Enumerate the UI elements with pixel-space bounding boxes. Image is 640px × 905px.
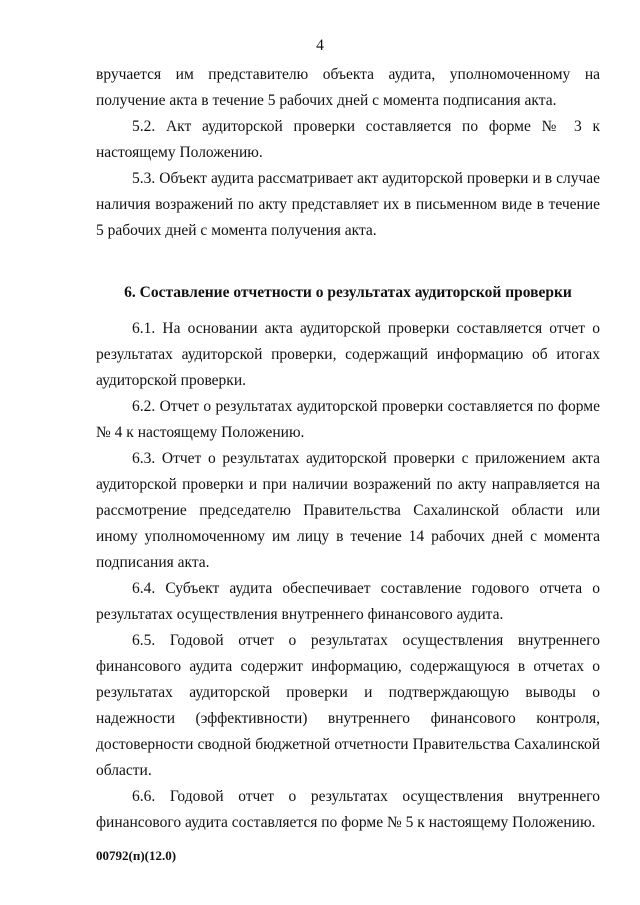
paragraph-5-2: 5.2. Акт аудиторской проверки составляется по форме № 3 к настоящему Положению.: [96, 118, 600, 161]
paragraph-6-4: 6.4. Субъект аудита обеспечивает составление годового отчета о результатах осуществления внутреннего финансового аудита.: [96, 580, 600, 623]
paragraph-5-3: 5.3. Объект аудита рассматривает акт аудиторской проверки и в случае наличия возражений по акту представляет их в письменном виде в течение 5 рабочих дней с момента получения акта.: [96, 170, 600, 239]
paragraph-6-1: 6.1. На основании акта аудиторской проверки составляется отчет о результатах аудиторской проверки, содержащий информацию об итогах аудиторской проверки.: [96, 320, 600, 389]
document-code: 00792(п)(12.0): [96, 848, 177, 863]
document-body: [96, 62, 600, 836]
section-heading: 6. Составление отчетности о результатах аудиторской проверки: [124, 284, 572, 301]
paragraph-5-1-continuation: вручается им представителю объекта аудита, уполномоченному на получение акта в течение 5 рабочих дней с момента подписания акта.: [96, 66, 600, 109]
paragraph-6-5: 6.5. Годовой отчет о результатах осуществления внутреннего финансового аудита содержит информацию, содержащуюся в отчетах о результатах аудиторской проверки и подтверждающую выводы о надежности (эффективности) внутреннего финансового контроля, достоверности сводной бюджетной отчетности Правительства Сахалинской области.: [96, 632, 600, 779]
paragraph-6-3: 6.3. Отчет о результатах аудиторской проверки с приложением акта аудиторской проверки и при наличии возражений по акту направляется на рассмотрение председателю Правительства Сахалинской области или иному уполномоченному им лицу в течение 14 рабочих дней с момента подписания акта.: [96, 450, 600, 571]
paragraph-6-6: 6.6. Годовой отчет о результатах осуществления внутреннего финансового аудита составляется по форме № 5 к настоящему Положению.: [96, 788, 600, 831]
page-number: 4: [316, 37, 324, 54]
paragraph-6-2: 6.2. Отчет о результатах аудиторской проверки составляется по форме № 4 к настоящему Положению.: [96, 398, 600, 441]
